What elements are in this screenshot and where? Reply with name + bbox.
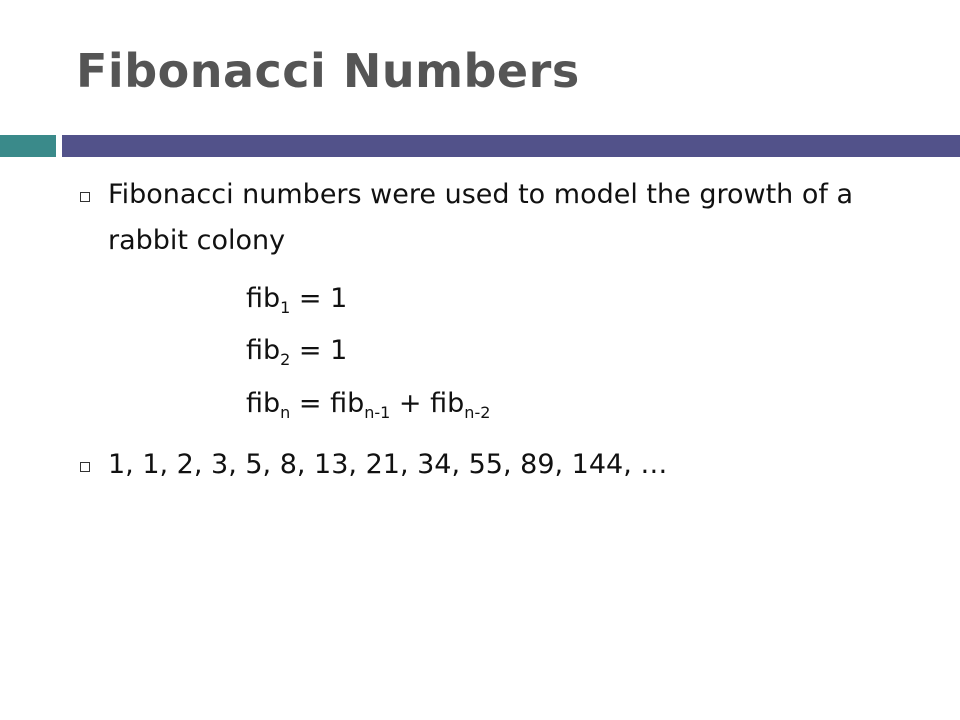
square-bullet-icon: [80, 192, 90, 202]
formula-rest: = 1: [290, 283, 348, 314]
formula-subscript: 1: [280, 298, 291, 317]
formula-base: fib: [246, 283, 281, 314]
formula-term2-subscript: n-2: [464, 403, 491, 422]
title-accent-bar-purple: [62, 135, 960, 157]
bullet-text: 1, 1, 2, 3, 5, 8, 13, 21, 34, 55, 89, 144, …: [108, 449, 668, 480]
formula-subscript: n: [280, 403, 291, 422]
formula-base: fib: [246, 335, 281, 366]
formula-subscript: 2: [280, 350, 291, 369]
formula-equals: =: [290, 388, 331, 419]
formula-fib-1: [246, 283, 347, 317]
bullet-item-rabbit-colony: [80, 180, 908, 264]
title-accent-bar-teal: [0, 135, 56, 157]
formula-term2-base: fib: [430, 388, 465, 419]
square-bullet-icon: [80, 462, 90, 472]
formula-base: fib: [246, 388, 281, 419]
formula-rest: = 1: [290, 335, 348, 366]
formula-fib-n: [246, 388, 490, 422]
bullet-text: Fibonacci numbers were used to model the growth of a rabbit colony: [108, 179, 854, 256]
formula-fib-2: [246, 335, 347, 369]
bullet-item-sequence: [80, 450, 667, 488]
formula-term1-base: fib: [330, 388, 365, 419]
formula-plus: +: [390, 388, 431, 419]
slide-title: Fibonacci Numbers: [76, 44, 580, 98]
formula-term1-subscript: n-1: [364, 403, 391, 422]
